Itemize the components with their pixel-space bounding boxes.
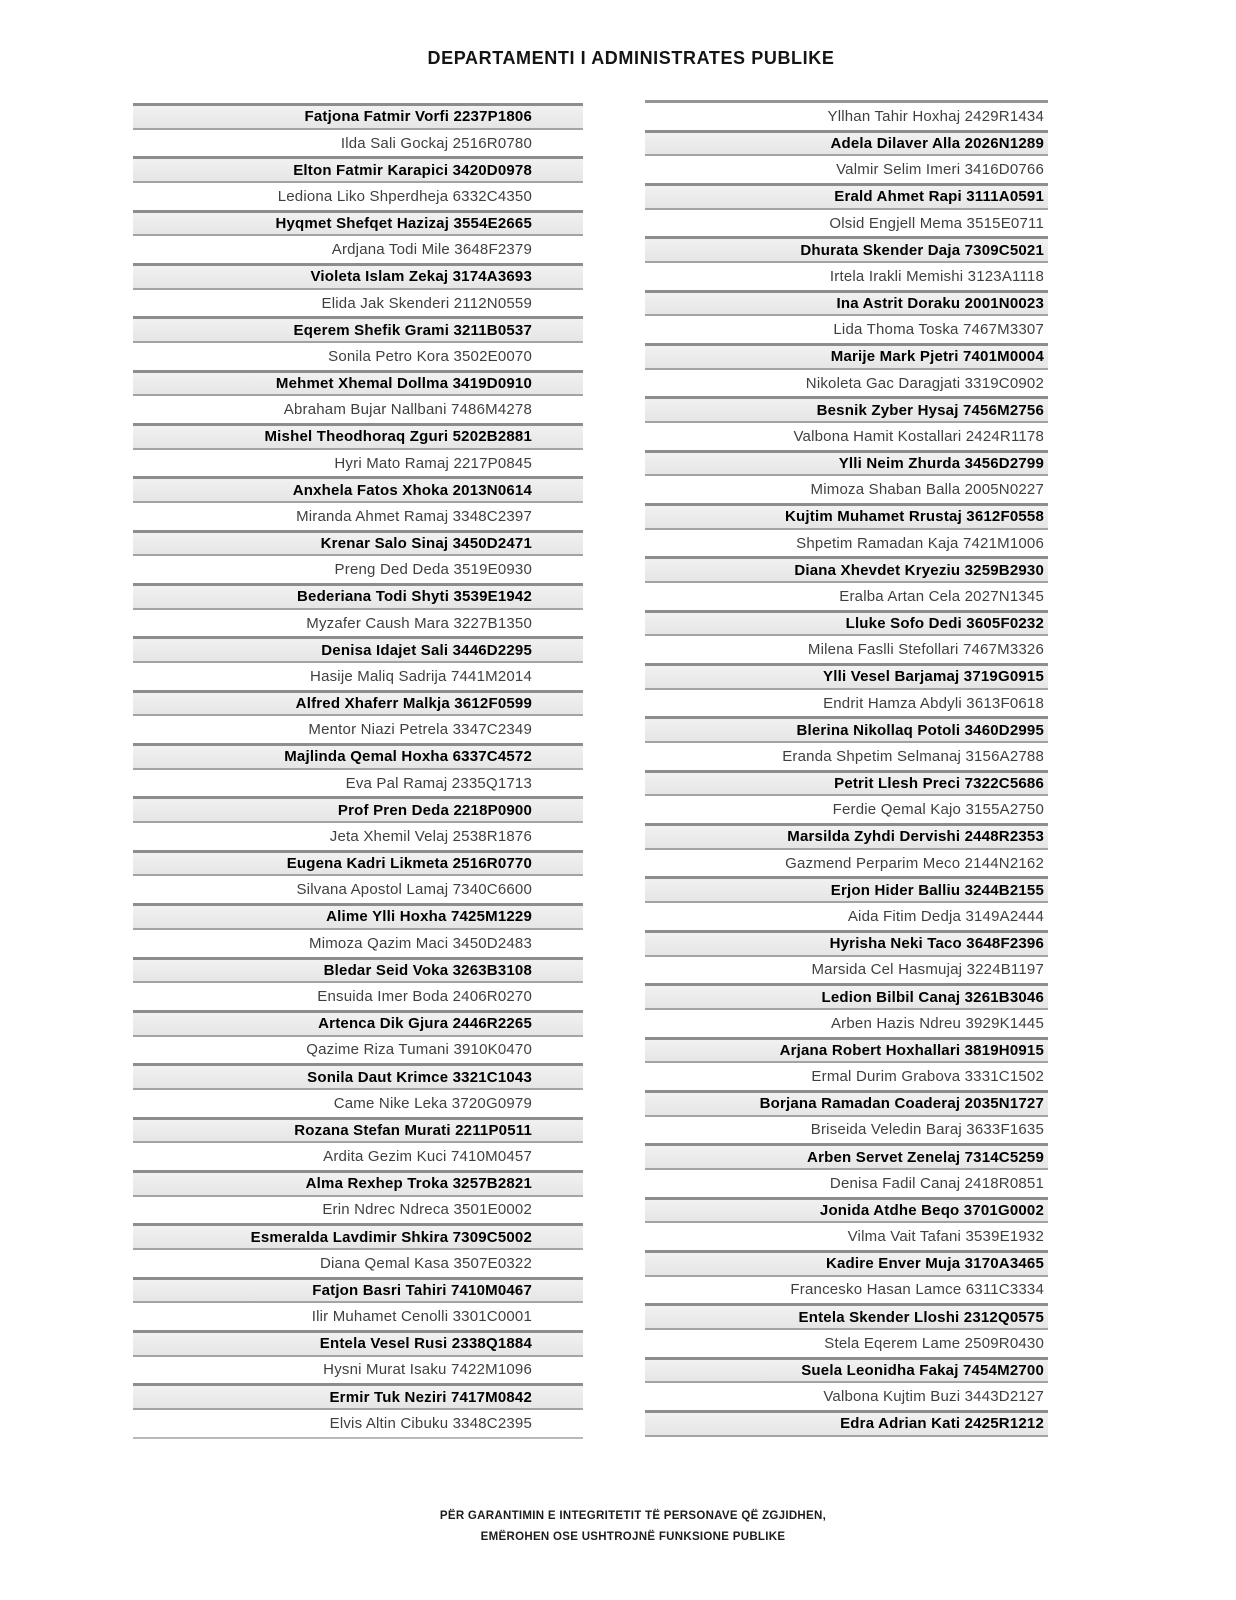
footer-line-2: EMËROHEN OSE USHTROJNË FUNKSIONE PUBLIKE: [480, 1531, 786, 1543]
list-item: Ardita Gezim Kuci 7410M0457: [133, 1143, 583, 1170]
list-item: Blerina Nikollaq Potoli 3460D2995: [645, 716, 1048, 743]
list-item: Ilir Muhamet Cenolli 3301C0001: [133, 1303, 583, 1330]
list-item: Jeta Xhemil Velaj 2538R1876: [133, 823, 583, 850]
list-item: Kujtim Muhamet Rrustaj 3612F0558: [645, 503, 1048, 530]
list-item: Mimoza Qazim Maci 3450D2483: [133, 930, 583, 957]
list-item: Elida Jak Skenderi 2112N0559: [133, 290, 583, 317]
list-item: Marsida Cel Hasmujaj 3224B1197: [645, 957, 1048, 984]
list-item: Yllhan Tahir Hoxhaj 2429R1434: [645, 103, 1048, 130]
list-item: Preng Ded Deda 3519E0930: [133, 556, 583, 583]
list-item: Ylli Vesel Barjamaj 3719G0915: [645, 663, 1048, 690]
list-item: Fatjona Fatmir Vorfi 2237P1806: [133, 103, 583, 130]
list-item: Suela Leonidha Fakaj 7454M2700: [645, 1357, 1048, 1384]
list-item: Arben Hazis Ndreu 3929K1445: [645, 1010, 1048, 1037]
list-item: Gazmend Perparim Meco 2144N2162: [645, 850, 1048, 877]
list-item: Erin Ndrec Ndreca 3501E0002: [133, 1197, 583, 1224]
list-item: Abraham Bujar Nallbani 7486M4278: [133, 396, 583, 423]
list-item: Bederiana Todi Shyti 3539E1942: [133, 583, 583, 610]
list-item: Eva Pal Ramaj 2335Q1713: [133, 770, 583, 797]
list-item: Francesko Hasan Lamce 6311C3334: [645, 1277, 1048, 1304]
list-item: Alime Ylli Hoxha 7425M1229: [133, 903, 583, 930]
list-item: Rozana Stefan Murati 2211P0511: [133, 1117, 583, 1144]
list-item: Qazime Riza Tumani 3910K0470: [133, 1037, 583, 1064]
list-item: Arjana Robert Hoxhallari 3819H0915: [645, 1037, 1048, 1064]
list-item: Hyri Mato Ramaj 2217P0845: [133, 450, 583, 477]
list-item: Anxhela Fatos Xhoka 2013N0614: [133, 476, 583, 503]
list-item: Mimoza Shaban Balla 2005N0227: [645, 476, 1048, 503]
list-item: Eqerem Shefik Grami 3211B0537: [133, 316, 583, 343]
list-item: Diana Qemal Kasa 3507E0322: [133, 1250, 583, 1277]
list-item: Ylli Neim Zhurda 3456D2799: [645, 450, 1048, 477]
list-item: Mehmet Xhemal Dollma 3419D0910: [133, 370, 583, 397]
list-item: Marije Mark Pjetri 7401M0004: [645, 343, 1048, 370]
list-item: Adela Dilaver Alla 2026N1289: [645, 130, 1048, 157]
list-item: Irtela Irakli Memishi 3123A1118: [645, 263, 1048, 290]
list-item: Silvana Apostol Lamaj 7340C6600: [133, 876, 583, 903]
list-item: Denisa Fadil Canaj 2418R0851: [645, 1170, 1048, 1197]
page-footer: [0, 1506, 1236, 1548]
list-item: Erjon Hider Balliu 3244B2155: [645, 876, 1048, 903]
list-item: Petrit Llesh Preci 7322C5686: [645, 770, 1048, 797]
list-item: Krenar Salo Sinaj 3450D2471: [133, 530, 583, 557]
list-item: Stela Eqerem Lame 2509R0430: [645, 1330, 1048, 1357]
list-item: Endrit Hamza Abdyli 3613F0618: [645, 690, 1048, 717]
list-item: Hysni Murat Isaku 7422M1096: [133, 1357, 583, 1384]
name-list-right: [645, 100, 1048, 1437]
list-item: Arben Servet Zenelaj 7314C5259: [645, 1143, 1048, 1170]
list-item: Milena Faslli Stefollari 7467M3326: [645, 636, 1048, 663]
list-item: Shpetim Ramadan Kaja 7421M1006: [645, 530, 1048, 557]
list-item: Alfred Xhaferr Malkja 3612F0599: [133, 690, 583, 717]
list-item: Mishel Theodhoraq Zguri 5202B2881: [133, 423, 583, 450]
list-item: Alma Rexhep Troka 3257B2821: [133, 1170, 583, 1197]
list-item: Sonila Daut Krimce 3321C1043: [133, 1063, 583, 1090]
list-item: Kadire Enver Muja 3170A3465: [645, 1250, 1048, 1277]
list-item: Esmeralda Lavdimir Shkira 7309C5002: [133, 1223, 583, 1250]
list-item: Valbona Hamit Kostallari 2424R1178: [645, 423, 1048, 450]
list-item: Artenca Dik Gjura 2446R2265: [133, 1010, 583, 1037]
footer-line-1: PËR GARANTIMIN E INTEGRITETIT TË PERSONAVE QË ZGJIDHEN,: [439, 1510, 827, 1522]
list-item: Borjana Ramadan Coaderaj 2035N1727: [645, 1090, 1048, 1117]
list-item: Entela Skender Lloshi 2312Q0575: [645, 1303, 1048, 1330]
list-item: Ina Astrit Doraku 2001N0023: [645, 290, 1048, 317]
list-item: Nikoleta Gac Daragjati 3319C0902: [645, 370, 1048, 397]
list-item: Vilma Vait Tafani 3539E1932: [645, 1223, 1048, 1250]
list-item: Edra Adrian Kati 2425R1212: [645, 1410, 1048, 1437]
list-item: Diana Xhevdet Kryeziu 3259B2930: [645, 556, 1048, 583]
list-item: Eranda Shpetim Selmanaj 3156A2788: [645, 743, 1048, 770]
name-list-left: [133, 103, 583, 1439]
list-item: Aida Fitim Dedja 3149A2444: [645, 903, 1048, 930]
list-item: Eralba Artan Cela 2027N1345: [645, 583, 1048, 610]
list-item: Ermir Tuk Neziri 7417M0842: [133, 1383, 583, 1410]
list-item: Hasije Maliq Sadrija 7441M2014: [133, 663, 583, 690]
list-item: Sonila Petro Kora 3502E0070: [133, 343, 583, 370]
list-item: Lluke Sofo Dedi 3605F0232: [645, 610, 1048, 637]
list-item: Jonida Atdhe Beqo 3701G0002: [645, 1197, 1048, 1224]
list-item: Dhurata Skender Daja 7309C5021: [645, 236, 1048, 263]
list-item: Ermal Durim Grabova 3331C1502: [645, 1063, 1048, 1090]
list-item: Hyrisha Neki Taco 3648F2396: [645, 930, 1048, 957]
list-item: Denisa Idajet Sali 3446D2295: [133, 636, 583, 663]
list-item: Ledion Bilbil Canaj 3261B3046: [645, 983, 1048, 1010]
list-item: Marsilda Zyhdi Dervishi 2448R2353: [645, 823, 1048, 850]
list-item: Valmir Selim Imeri 3416D0766: [645, 156, 1048, 183]
list-item: Olsid Engjell Mema 3515E0711: [645, 210, 1048, 237]
list-item: Valbona Kujtim Buzi 3443D2127: [645, 1383, 1048, 1410]
list-item: Ferdie Qemal Kajo 3155A2750: [645, 796, 1048, 823]
list-item: Ardjana Todi Mile 3648F2379: [133, 236, 583, 263]
list-item: Ilda Sali Gockaj 2516R0780: [133, 130, 583, 157]
list-item: Erald Ahmet Rapi 3111A0591: [645, 183, 1048, 210]
list-item: Elton Fatmir Karapici 3420D0978: [133, 156, 583, 183]
list-item: Eugena Kadri Likmeta 2516R0770: [133, 850, 583, 877]
list-item: Lida Thoma Toska 7467M3307: [645, 316, 1048, 343]
list-item: Entela Vesel Rusi 2338Q1884: [133, 1330, 583, 1357]
list-item: Fatjon Basri Tahiri 7410M0467: [133, 1277, 583, 1304]
list-item: Miranda Ahmet Ramaj 3348C2397: [133, 503, 583, 530]
page-title: DEPARTAMENTI I ADMINISTRATES PUBLIKE: [427, 48, 835, 68]
list-item: Bledar Seid Voka 3263B3108: [133, 957, 583, 984]
list-item: Lediona Liko Shperdheja 6332C4350: [133, 183, 583, 210]
list-item: Myzafer Caush Mara 3227B1350: [133, 610, 583, 637]
list-item: Violeta Islam Zekaj 3174A3693: [133, 263, 583, 290]
list-item: Ensuida Imer Boda 2406R0270: [133, 983, 583, 1010]
list-item: Prof Pren Deda 2218P0900: [133, 796, 583, 823]
list-item: Besnik Zyber Hysaj 7456M2756: [645, 396, 1048, 423]
list-item: Hyqmet Shefqet Hazizaj 3554E2665: [133, 210, 583, 237]
list-item: Briseida Veledin Baraj 3633F1635: [645, 1117, 1048, 1144]
list-item: Elvis Altin Cibuku 3348C2395: [133, 1410, 583, 1437]
list-item: Mentor Niazi Petrela 3347C2349: [133, 716, 583, 743]
list-item: Came Nike Leka 3720G0979: [133, 1090, 583, 1117]
list-item: Majlinda Qemal Hoxha 6337C4572: [133, 743, 583, 770]
